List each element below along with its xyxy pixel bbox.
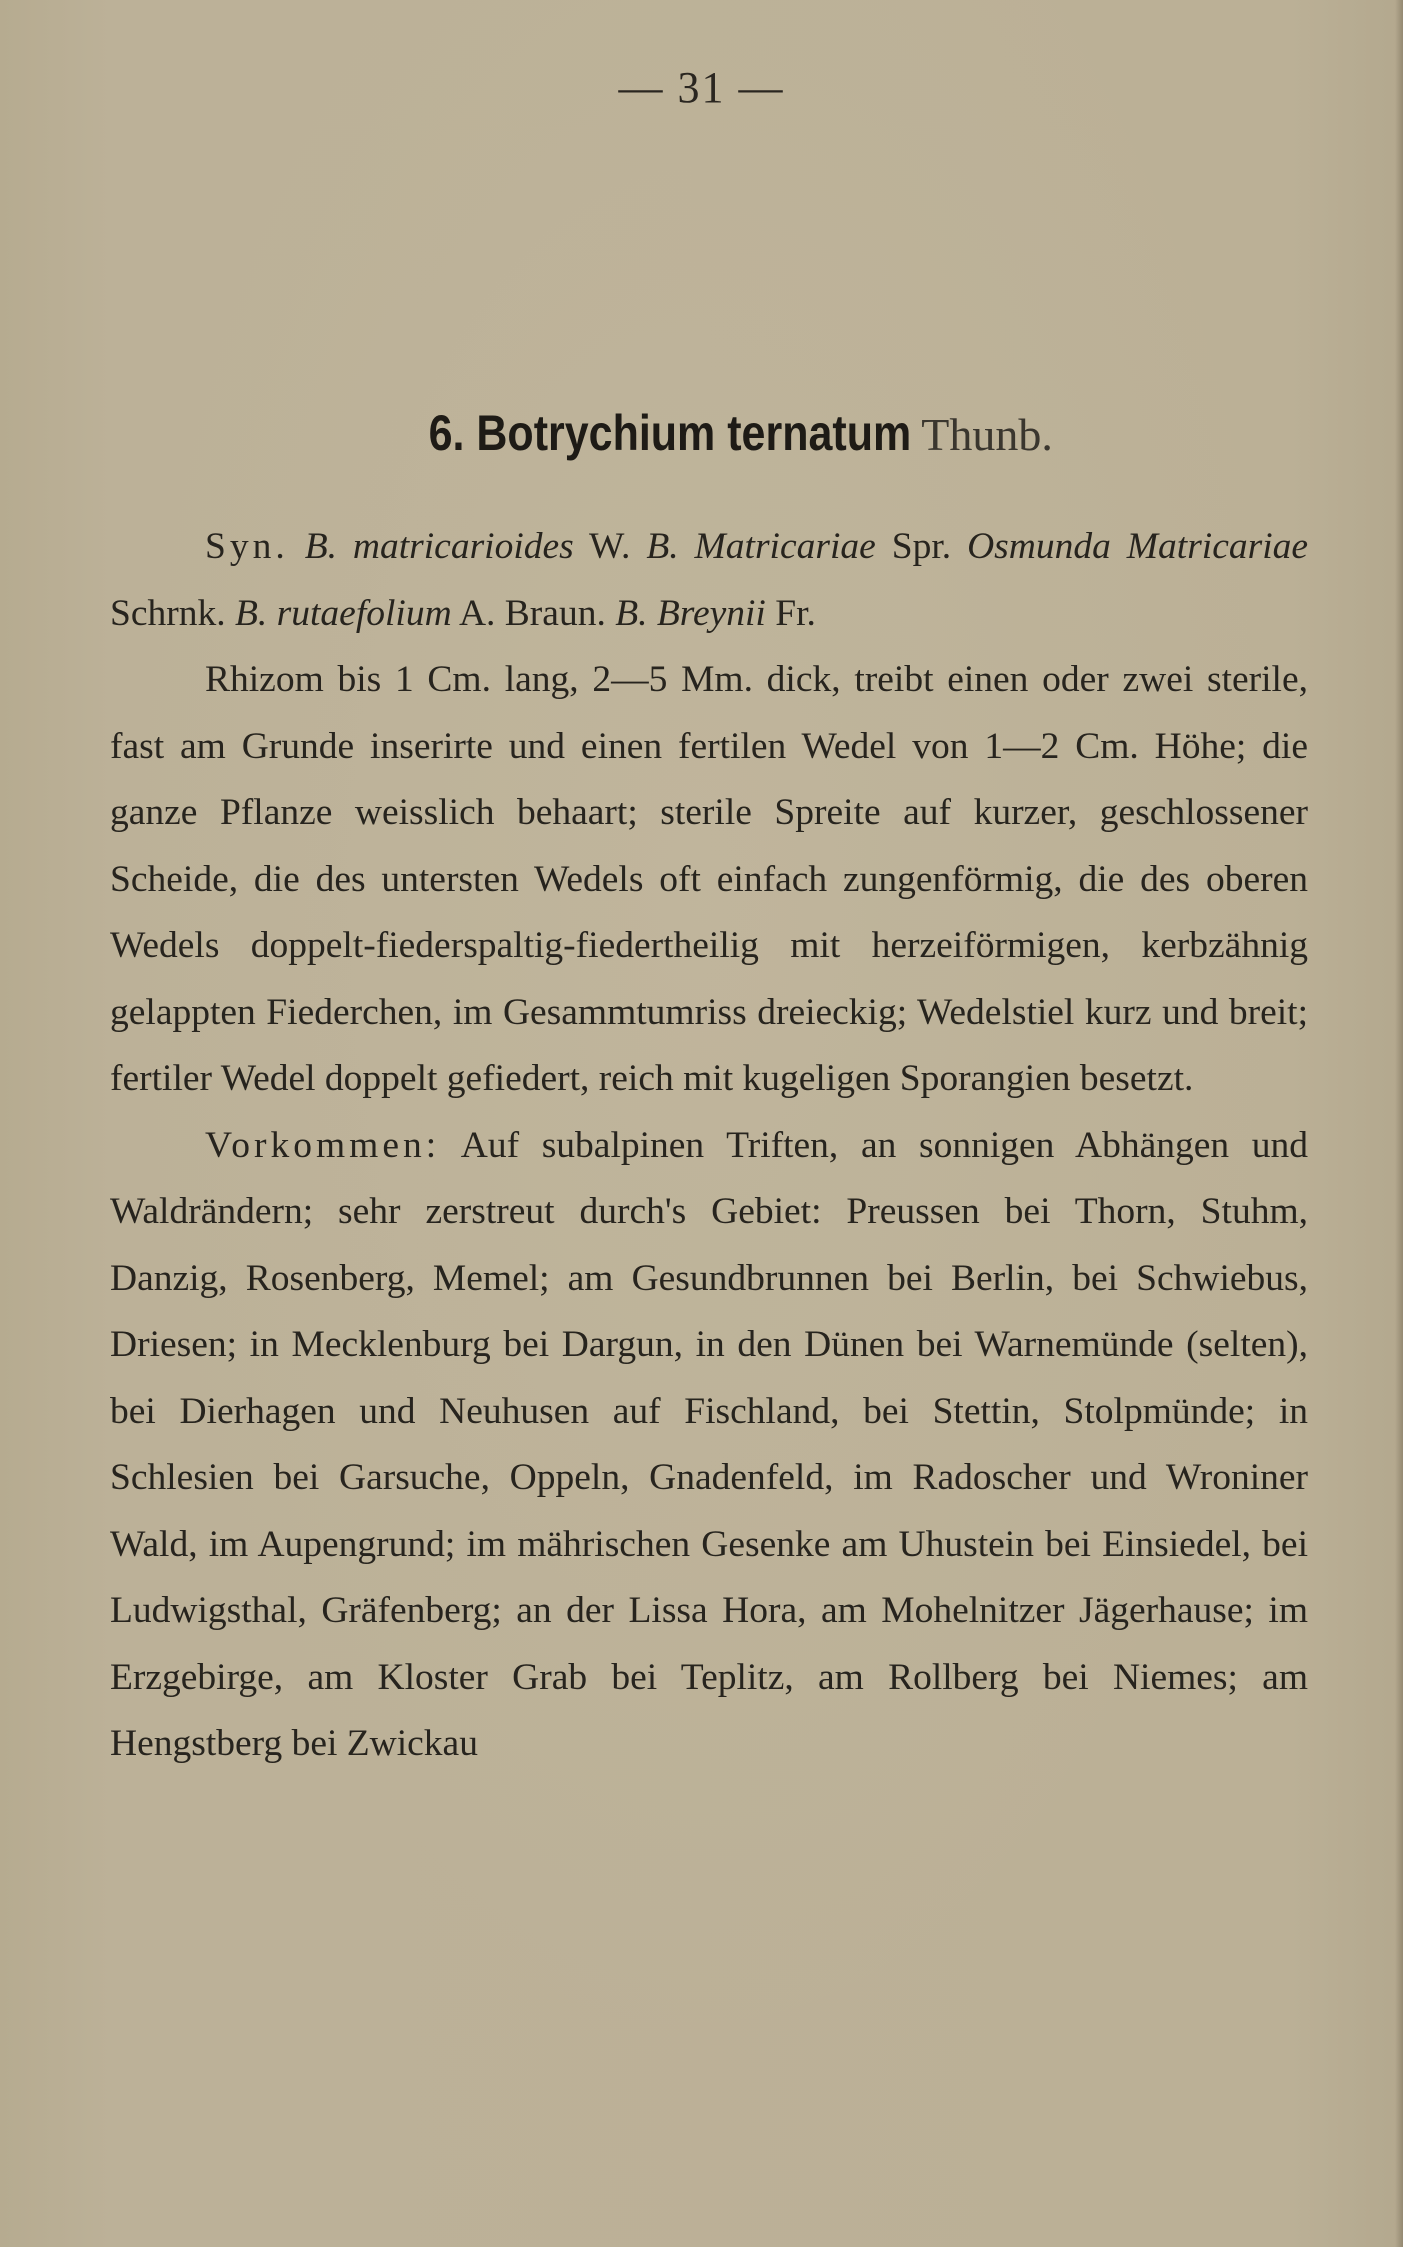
species-heading [0, 404, 1403, 462]
occurrence-paragraph [110, 1113, 1308, 1778]
synonym-name: Osmunda Matricariae [967, 526, 1309, 567]
synonym-author: Schrnk. [110, 592, 226, 634]
occurrence-text: Auf subalpinen Triften, an sonnigen Abhängen und Waldrändern; sehr zerstreut durch's Gebiet: Preussen bei Thorn, Stuhm, Danzig, Rosenberg, Memel; am Gesundbrunnen bei Berlin, bei Schwiebus, Driesen; in Mecklenburg bei Dargun, in den Dünen bei Warnemünde (selten), bei Dierhagen und Neuhusen auf Fischland, bei Stettin, Stolpmünde; in Schlesien bei Garsuche, Oppeln, Gnadenfeld, im Radoscher und Wroniner Wald, im Aupengrund; im mährischen Gesenke am Uhustein bei Einsiedel, bei Ludwigsthal, Gräfenberg; an der Lissa Hora, am Mohelnitzer Jägerhause; im Erzgebirge, am Kloster Grab bei Teplitz, am Rollberg bei Niemes; am Hengstberg bei Zwickau [110, 1124, 1309, 1764]
synonym-author: Fr. [775, 592, 816, 634]
species-author: Thunb. [921, 409, 1053, 460]
page-number: — 31 — [618, 63, 785, 112]
species-name: 6. Botrychium ternatum [428, 405, 912, 461]
occurrence-label: Vorkommen: [205, 1124, 441, 1166]
synonym-name: B. rutaefolium [235, 592, 452, 634]
synonyms-label: Syn. [205, 526, 289, 567]
synonym-author: A. Braun. [458, 592, 606, 634]
synonym-name: B. Breynii [615, 592, 766, 634]
synonym-name: B. Matricariae [646, 526, 876, 567]
synonym-name: B. matricarioides [304, 526, 574, 567]
description-paragraph: Rhizom bis 1 Cm. lang, 2—5 Mm. dick, treibt einen oder zwei sterile, fast am Grunde inserirte und einen fertilen Wedel von 1—2 Cm. Höhe; die ganze Pflanze weisslich behaart; sterile Spreite auf kurzer, geschlossener Scheide, die des untersten Wedels oft einfach zungenförmig, die des oberen Wedels doppelt-fiederspaltig-fiedertheilig mit herzeiförmigen, kerbzähnig gelappten Fiederchen, im Gesammtumriss dreieckig; Wedelstiel kurz und breit; fertiler Wedel doppelt gefiedert, reich mit kugeligen Sporangien besetzt. [110, 659, 1308, 1099]
synonyms-paragraph [110, 514, 1308, 647]
synonym-author: Spr. [891, 526, 952, 567]
body-text [110, 514, 1308, 1778]
page-edge-shadow [1395, 0, 1403, 2247]
synonym-author: W. [589, 526, 631, 567]
